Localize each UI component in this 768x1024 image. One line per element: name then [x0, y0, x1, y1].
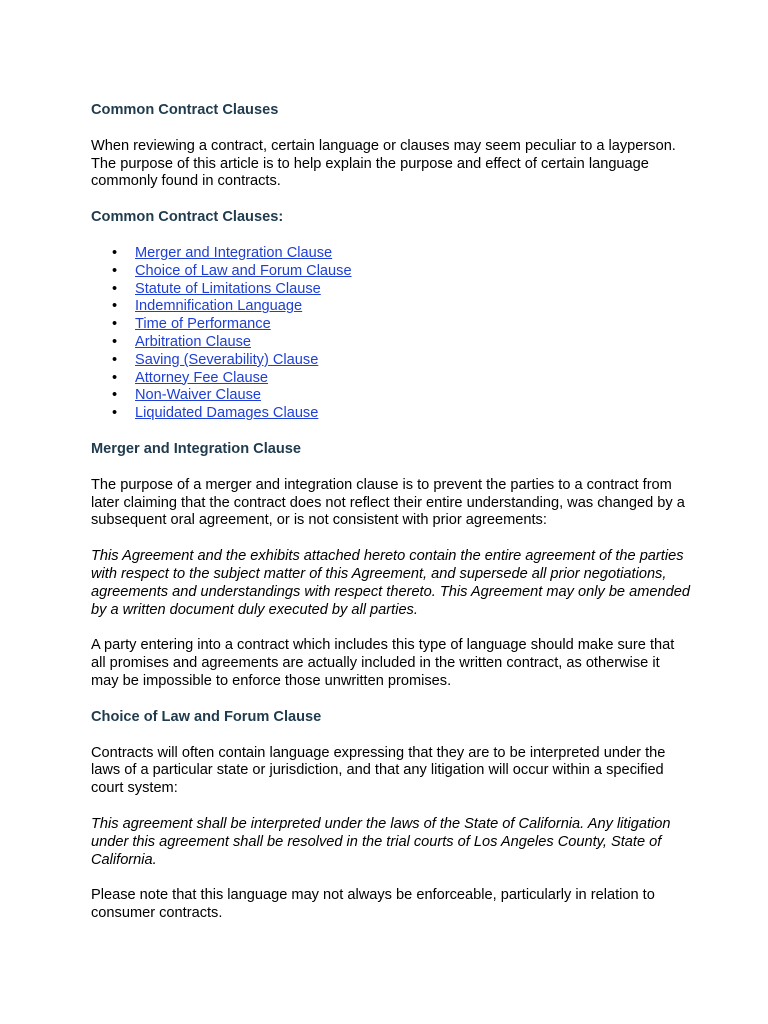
- list-item: [112, 298, 691, 316]
- clause-list-heading: Common Contract Clauses:: [91, 209, 284, 226]
- page-title: Common Contract Clauses: [91, 102, 279, 118]
- list-item: [112, 387, 691, 405]
- list-item: [112, 405, 691, 423]
- link-choice-of-law[interactable]: Choice of Law and Forum Clause: [135, 262, 352, 279]
- bullet-icon: •: [112, 387, 118, 404]
- bullet-icon: •: [112, 369, 118, 386]
- list-item: [112, 244, 691, 263]
- clause-link-list: [91, 245, 691, 423]
- link-liquidated-damages[interactable]: Liquidated Damages Clause: [135, 405, 319, 422]
- merger-heading: Merger and Integration Clause: [91, 440, 302, 457]
- list-item: [112, 262, 691, 281]
- list-item: [112, 351, 691, 370]
- bullet-icon: •: [112, 333, 118, 350]
- bullet-icon: •: [112, 351, 118, 368]
- list-item: [112, 316, 691, 334]
- link-merger-integration[interactable]: Merger and Integration Clause: [135, 244, 333, 261]
- intro-paragraph: When reviewing a contract, certain language or clauses may seem peculiar to a layperson. The purpose of this article is to help explain the purpose and effect of certain language commonly found in contracts.: [91, 137, 676, 190]
- bullet-icon: •: [112, 316, 118, 333]
- list-item: [112, 280, 691, 299]
- bullet-icon: •: [112, 280, 118, 297]
- document-content: [91, 102, 691, 941]
- list-item: [112, 333, 691, 352]
- merger-paragraph-1: The purpose of a merger and integration clause is to prevent the parties to a contract from later claiming that the contract does not reflect their entire understanding, was changed by a subsequent oral agreement, or is not consistent with prior agreements:: [91, 476, 685, 529]
- link-time-of-performance[interactable]: Time of Performance: [135, 316, 271, 333]
- choice-heading: Choice of Law and Forum Clause: [91, 708, 322, 725]
- link-indemnification[interactable]: Indemnification Language: [135, 298, 303, 315]
- bullet-icon: •: [112, 262, 118, 279]
- link-saving-severability[interactable]: Saving (Severability) Clause: [135, 351, 319, 368]
- bullet-icon: •: [112, 405, 118, 422]
- link-statute-of-limitations[interactable]: Statute of Limitations Clause: [135, 280, 321, 297]
- list-item: [112, 369, 691, 388]
- choice-paragraph-2: Please note that this language may not always be enforceable, particularly in relation to consumer contracts.: [91, 887, 655, 922]
- merger-quote: This Agreement and the exhibits attached hereto contain the entire agreement of the parties with respect to the subject matter of this Agreement, and supersede all prior negotiations, agreements and understandings with respect thereto. This Agreement may only be amended by a written document duly executed by all parties.: [91, 548, 690, 618]
- link-arbitration[interactable]: Arbitration Clause: [135, 333, 251, 350]
- choice-paragraph-1: Contracts will often contain language expressing that they are to be interpreted under the laws of a particular state or jurisdiction, and that any litigation will occur within a specified court system:: [91, 744, 666, 797]
- merger-paragraph-2: A party entering into a contract which includes this type of language should make sure that all promises and agreements are actually included in the written contract, as otherwise it may be impossible to enforce those unwritten promises.: [91, 637, 675, 689]
- bullet-icon: •: [112, 298, 118, 315]
- link-non-waiver[interactable]: Non-Waiver Clause: [135, 387, 261, 404]
- link-attorney-fee[interactable]: Attorney Fee Clause: [135, 369, 269, 386]
- choice-quote: This agreement shall be interpreted under the laws of the State of California. Any litigation under this agreement shall be resolved in the trial courts of Los Angeles County, State of California.: [91, 815, 671, 868]
- bullet-icon: •: [112, 244, 118, 261]
